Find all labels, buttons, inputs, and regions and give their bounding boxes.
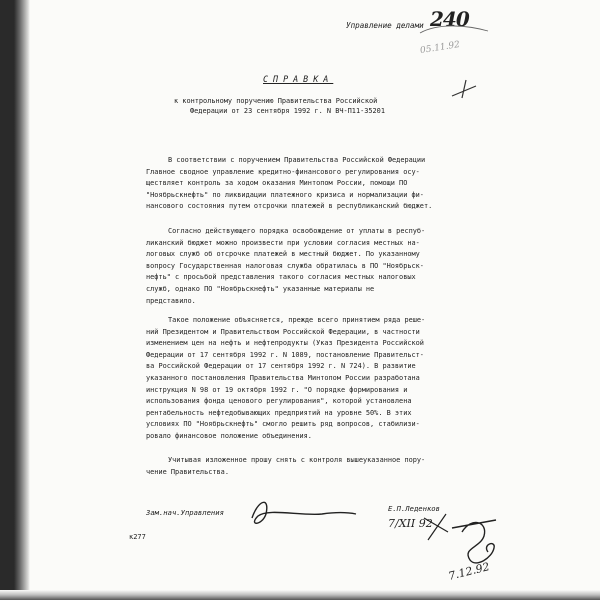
subtitle-line: к контрольному поручению Правительства Российской [174,97,378,105]
document-title: СПРАВКА [263,74,334,84]
text-line: вопросу Государственная налоговая служба обратилась в ПО "Ноябрьск- [146,261,424,270]
text-line: В соответствии с поручением Правительства Российской Федерации [168,156,426,164]
text-line: инструкция N 98 от 19 октября 1992 г. "О порядке формирования и [146,385,408,394]
text-line: ний Президентом и Правительством Российской Федерации, в частности [146,327,420,336]
text-line: Такое положение объясняется, прежде всего принятием ряда реше- [168,316,426,324]
check-mark [452,80,476,98]
text-line: изменением цен на нефть и нефтепродукты (Указ Президента Российской [146,339,424,348]
text-line: ликанский бюджет можно произвести при условии согласия местных на- [146,238,420,247]
text-line: "Ноябрьскнефть" по ликвидации платежного кризиса и нормализации фи- [146,190,424,199]
text-line: представило. [146,296,196,305]
signer-position: Зам.нач.Управления [146,508,224,517]
handwritten-date-2: 7.12.92 [447,560,491,583]
text-line: нансового состояния путем отсрочки платежей в республиканский бюджет. [146,202,433,211]
text-line: использования фонда ценового регулирования", которой установлена [146,397,412,406]
text-line: чение Правительства. [146,467,229,476]
handwritten-date-1: 7/XII 92 [388,517,433,530]
header-scribble [420,26,488,33]
faint-date-stamp: 05.11.92 [419,39,461,57]
text-line: ва Российской Федерации от 17 сентября 1992 г. N 724). В развитие [146,362,416,371]
handwritten-number: 240 [430,7,469,31]
text-line: нефть" с просьбой представления такого согласия местных налоговых [146,273,416,282]
department-header: Управление делами [346,21,424,30]
approval-signature [452,520,496,563]
text-line: ровало финансовое положение объединения. [146,431,312,440]
text-line: Согласно действующего порядка освобождение от уплаты в респуб- [168,227,426,235]
signer-name: Е.П.Леденков [388,504,440,513]
text-line: служб, однако ПО "Ноябрьскнефть" указанные материалы не [146,284,375,293]
text-line: рентабельность нефтедобывающих предприятий на уровне 50%. В этих [146,408,412,417]
text-line: ществляет контроль за ходом оказания Минтопом России, помощи ПО [146,179,408,188]
footer-code: к277 [129,533,146,541]
signature-ledenkov [252,502,356,523]
signature-cross [424,514,448,540]
text-line: указанного постановления Правительства Минтопом России разработана [146,373,420,382]
text-line: Учитывая изложенное прошу снять с контроля вышеуказанное пору- [168,456,426,464]
subtitle-line: Федерации от 23 сентября 1992 г. N ВЧ-П11-35201 [190,107,385,115]
text-line: Федерации от 17 сентября 1992 г. N 1089, постановление Правительст- [146,350,424,359]
text-line: Главное сводное управление кредитно-финансового регулирования осу- [146,167,420,176]
text-line: условиях ПО "Ноябрьскнефть" смогло решить ряд вопросов, стабилизи- [146,420,420,429]
text-line: логовых служб об отсрочке платежей в местный бюджет. По указанному [146,250,420,259]
